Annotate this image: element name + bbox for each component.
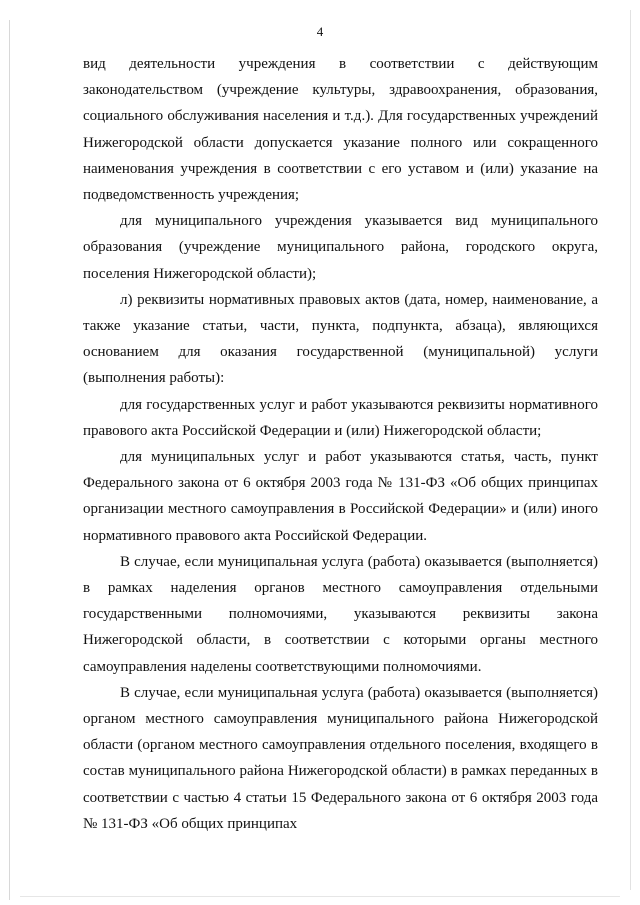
document-body xyxy=(83,51,598,837)
scan-left-edge xyxy=(9,20,10,900)
paragraph: В случае, если муниципальная услуга (работа) оказывается (выполняется) органом местного самоуправления муниципального района Нижегородской области (органом местного самоуправления отдельного поселения, входящего в состав муниципального района Нижегородской области) в рамках переданных в соответствии с частью 4 статьи 15 Федерального закона от 6 октября 2003 года № 131-ФЗ «Об общих принципах xyxy=(83,684,598,832)
page-number: 4 xyxy=(316,24,324,39)
paragraph: для государственных услуг и работ указываются реквизиты нормативного правового акта Российской Федерации и (или) Нижегородской области; xyxy=(83,396,598,439)
paragraph: л) реквизиты нормативных правовых актов (дата, номер, наименование, а также указание статьи, части, пункта, подпункта, абзаца), являющихся основанием для оказания государственной (муниципальной) услуги (выполнения работы): xyxy=(83,291,598,387)
scan-right-edge xyxy=(630,10,631,890)
paragraph: вид деятельности учреждения в соответствии с действующим законодательством (учреждение культуры, здравоохранения, образования, социального обслуживания населения и т.д.). Для государственных учреждений Нижегородской области допускается указание полного или сокращенного наименования учреждения в соответствии с его уставом и (или) указание на подведомственность учреждения; xyxy=(83,56,598,204)
scan-bottom-edge xyxy=(20,896,620,897)
paragraph: В случае, если муниципальная услуга (работа) оказывается (выполняется) в рамках наделения органов местного самоуправления отдельными государственными полномочиями, указываются реквизиты закона Нижегородской области, в соответствии с которыми органы местного самоуправления наделены соответствующими полномочиями. xyxy=(83,553,598,675)
paragraph: для муниципальных услуг и работ указываются статья, часть, пункт Федерального закона от 6 октября 2003 года № 131-ФЗ «Об общих принципах организации местного самоуправления в Российской Федерации» и (или) иного нормативного правового акта Российской Федерации. xyxy=(83,449,598,544)
paragraph: для муниципального учреждения указывается вид муниципального образования (учреждение муниципального района, городского округа, поселения Нижегородской области); xyxy=(83,213,598,282)
